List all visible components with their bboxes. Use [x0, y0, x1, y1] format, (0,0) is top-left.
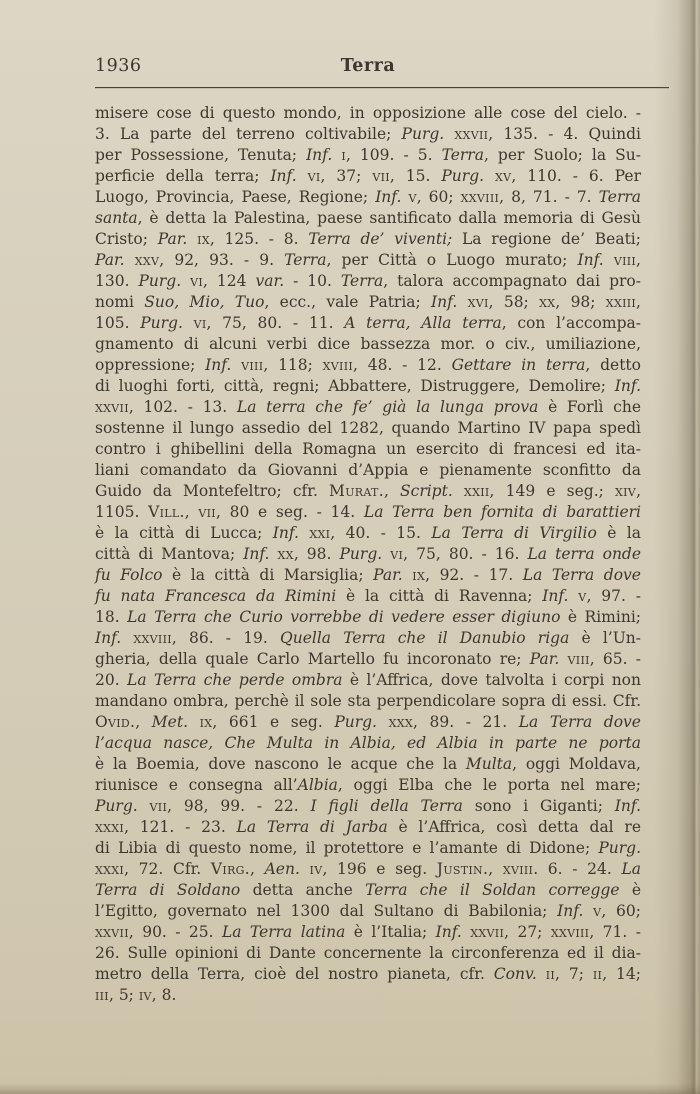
text-line: sostenne il lungo assedio del 1282, quando Martino IV papa spedì: [95, 419, 641, 437]
text-line: xxxi, 72. Cfr. Virg., Aen. iv, 196 e seg. Justin., xviii. 6. - 24. La: [95, 860, 642, 878]
page-edge-shadow-bottom: [0, 1083, 700, 1094]
text-line: liani comandato da Giovanni d’Appia e pienamente sconfitto da: [95, 461, 641, 479]
page-content: [95, 56, 641, 1006]
text-line: xxvii, 102. - 13. La terra che fe’ già la lunga prova è Forlì che: [95, 398, 641, 416]
text-line: Terra di Soldano detta anche Terra che il Soldan corregge è: [95, 881, 641, 899]
text-line: Inf. xxviii, 86. - 19. Quella Terra che il Danubio riga è l’Un-: [95, 629, 641, 647]
page-number: 1936: [95, 56, 142, 76]
page-header: [95, 56, 641, 80]
text-line: fu Folco è la città di Marsiglia; Par. ix, 92. - 17. La Terra dove: [95, 566, 641, 584]
text-line: oppressione; Inf. viii, 118; xviii, 48. - 12. Gettare in terra, detto: [95, 356, 641, 374]
text-line: di luoghi forti, città, regni; Abbattere, Distruggere, Demolire; Inf.: [95, 377, 641, 395]
text-line: xxxi, 121. - 23. La Terra di Jarba è l’Affrica, così detta dal re: [95, 818, 641, 836]
text-line: fu nata Francesca da Rimini è la città di Ravenna; Inf. v, 97. -: [95, 587, 642, 605]
text-line: santa, è detta la Palestina, paese santificato dalla memoria di Gesù: [95, 209, 641, 227]
text-line: misere cose di questo mondo, in opposizione alle cose del cielo. -: [95, 104, 641, 122]
text-line: contro i ghibellini della Romagna un esercito di francesi ed ita-: [95, 440, 641, 458]
text-line: mandano ombra, perchè il sole sta perpendicolare sopra di essi. Cfr.: [95, 692, 641, 710]
text-line: l’acqua nasce, Che Multa in Albia, ed Albia in parte ne porta: [95, 734, 641, 752]
running-title: Terra: [340, 56, 396, 76]
text-line: perficie della terra; Inf. vi, 37; vii, 15. Purg. xv, 110. - 6. Per: [95, 167, 641, 185]
text-line: 1105. Vill., vii, 80 e seg. - 14. La Terra ben fornita di barattieri: [95, 503, 641, 521]
text-line: 20. La Terra che perde ombra è l’Affrica, dove talvolta i corpi non: [95, 671, 641, 689]
text-line: nomi Suo, Mio, Tuo, ecc., vale Patria; Inf. xvi, 58; xx, 98; xxiii,: [95, 293, 641, 311]
text-line: metro della Terra, cioè del nostro pianeta, cfr. Conv. ii, 7; ii, 14;: [95, 965, 641, 983]
text-line: Ovid., Met. ix, 661 e seg. Purg. xxx, 89. - 21. La Terra dove: [95, 713, 641, 731]
page-edge-shadow-right: [654, 0, 700, 1094]
text-line: Par. xxv, 92, 93. - 9. Terra, per Città o Luogo murato; Inf. viii,: [95, 251, 641, 269]
text-line: gnamento di alcuni verbi dice bassezza mor. o civ., umiliazione,: [95, 335, 641, 353]
text-line: Luogo, Provincia, Paese, Regione; Inf. v, 60; xxviii, 8, 71. - 7. Terra: [95, 188, 642, 206]
text-line: città di Mantova; Inf. xx, 98. Purg. vi, 75, 80. - 16. La terra onde: [95, 545, 642, 563]
text-line: di Libia di questo nome, il protettore e l’amante di Didone; Purg.: [95, 839, 641, 857]
text-line: iii, 5; iv, 8.: [95, 986, 177, 1004]
text-line: riunisce e consegna all’Albia, oggi Elba che le porta nel mare;: [95, 776, 641, 794]
text-line: 3. La parte del terreno coltivabile; Purg. xxvii, 135. - 4. Quindi: [95, 125, 641, 143]
text-line: Purg. vii, 98, 99. - 22. I figli della Terra sono i Giganti; Inf.: [95, 797, 641, 815]
text-line: 18. La Terra che Curio vorrebbe di vedere esser digiuno è Rimini;: [95, 608, 642, 626]
text-line: Cristo; Par. ix, 125. - 8. Terra de’ viventi; La regione de’ Beati;: [95, 230, 641, 248]
header-rule: [95, 87, 669, 88]
text-line: Guido da Montefeltro; cfr. Murat., Script. xxii, 149 e seg.; xiv,: [95, 482, 641, 500]
text-line: 105. Purg. vi, 75, 80. - 11. A terra, Alla terra, con l’accompa-: [95, 314, 641, 332]
text-line: 26. Sulle opinioni di Dante concernente la circonferenza ed il dia-: [95, 944, 641, 962]
text-line: l’Egitto, governato nel 1300 dal Sultano di Babilonia; Inf. v, 60;: [95, 902, 641, 920]
text-line: gheria, della quale Carlo Martello fu incoronato re; Par. viii, 65. -: [95, 650, 641, 668]
text-line: per Possessione, Tenuta; Inf. i, 109. - 5. Terra, per Suolo; la Su-: [95, 146, 641, 164]
text-line: è la città di Lucca; Inf. xxi, 40. - 15. La Terra di Virgilio è la: [95, 524, 641, 542]
text-line: 130. Purg. vi, 124 var. - 10. Terra, talora accompagnato dai pro-: [95, 272, 641, 290]
body-text: [95, 103, 641, 1006]
text-line: è la Boemia, dove nascono le acque che la Multa, oggi Moldava,: [95, 755, 641, 773]
text-line: xxvii, 90. - 25. La Terra latina è l’Italia; Inf. xxvii, 27; xxviii, 71. -: [95, 923, 641, 941]
